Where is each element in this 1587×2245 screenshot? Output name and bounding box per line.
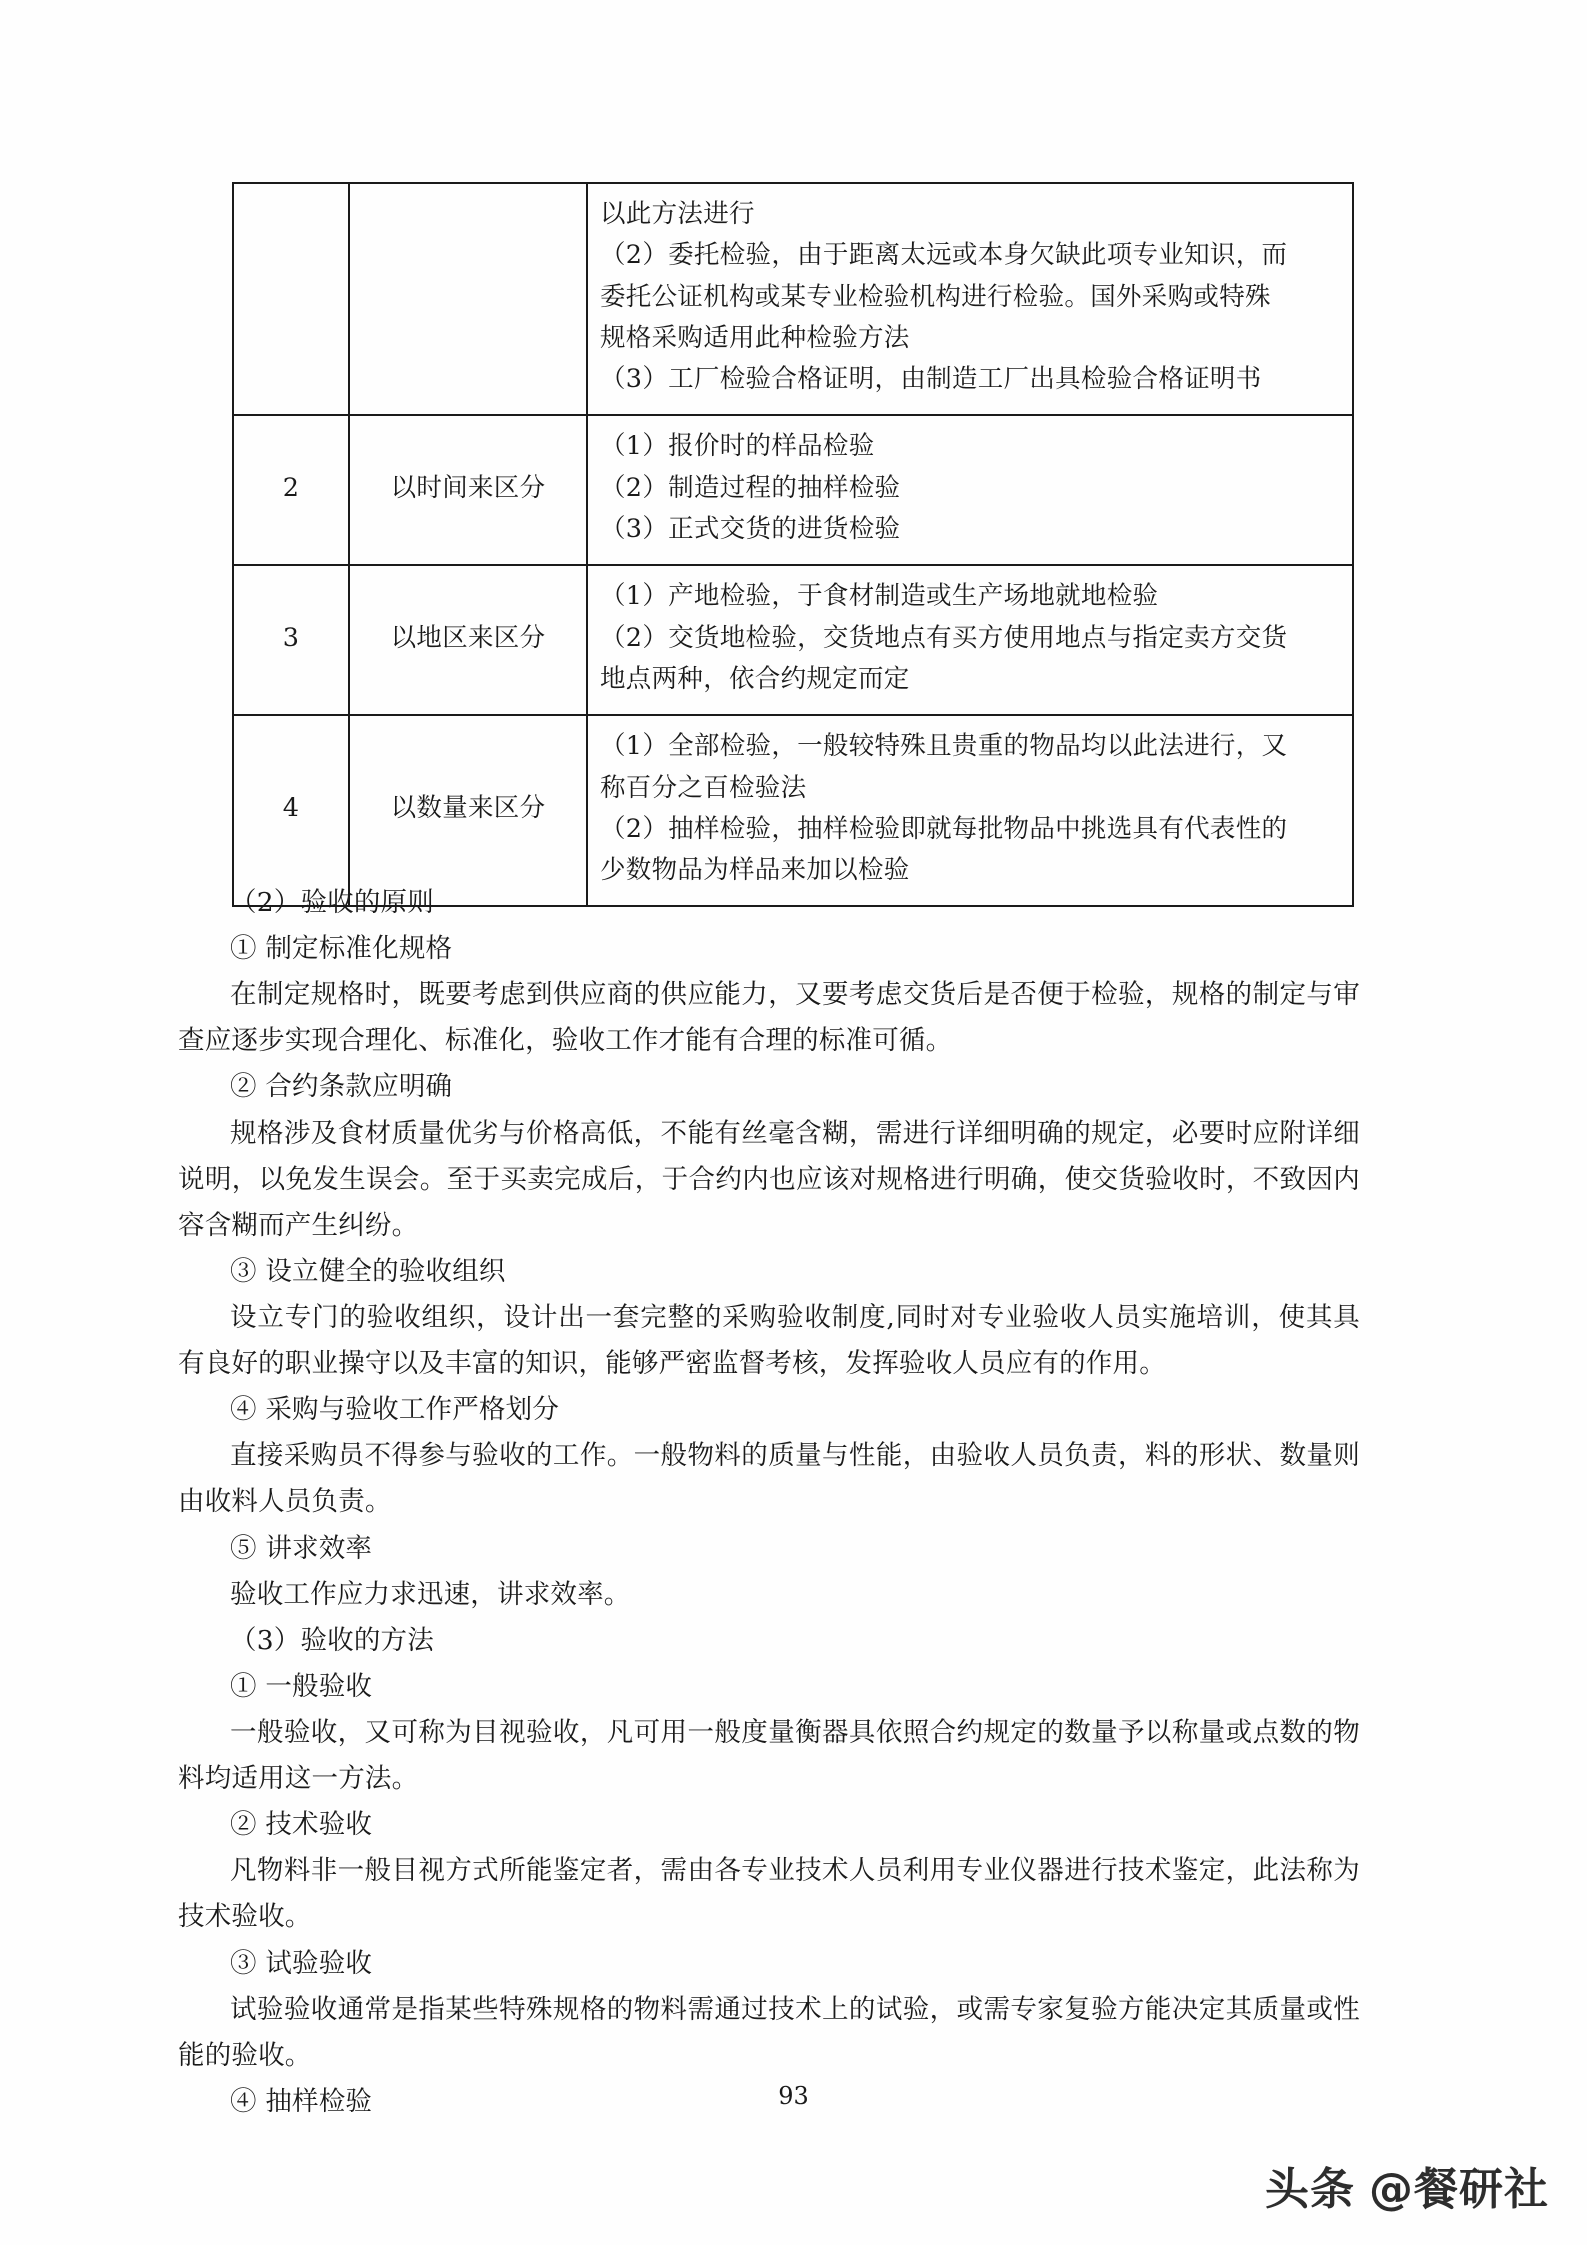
watermark-handle: @餐研社	[1369, 2164, 1549, 2215]
table-cell-line: （1）报价时的样品检验	[600, 431, 875, 462]
table-cell-line: 称百分之百检验法	[600, 772, 807, 803]
section-heading: ⑤ 讲求效率	[230, 1532, 373, 1564]
table-cell-index: 4	[233, 715, 349, 906]
table-cell-line: （2）抽样检验，抽样检验即就每批物品中挑选具有代表性的	[600, 813, 1288, 844]
section-heading: ① 制定标准化规格	[230, 933, 453, 965]
body-paragraph: 设立专门的验收组织，设计出一套完整的采购验收制度,同时对专业验收人员实施培训，使其具有良好的职业操守以及丰富的知识，能够严密监督考核，发挥验收人员应有的作用。	[178, 1301, 1360, 1380]
inspection-classification-table	[232, 182, 1354, 907]
section-heading: （2）验收的原则	[230, 887, 434, 918]
table-cell-index: 3	[233, 565, 349, 715]
section-heading: （3）验收的方法	[230, 1624, 434, 1656]
page-number: 93	[778, 2082, 809, 2110]
table-cell-line: 少数物品为样品来加以检验	[600, 855, 910, 886]
table-cell-description	[587, 415, 1353, 565]
body-paragraph: 验收工作应力求迅速，讲求效率。	[230, 1578, 631, 1610]
table-cell-line: 委托公证机构或某专业检验机构进行检验。国外采购或特殊	[600, 281, 1271, 312]
section-heading: ③ 设立健全的验收组织	[230, 1255, 506, 1287]
spec-table-body	[233, 183, 1353, 906]
section-heading: ① 一般验收	[230, 1670, 373, 1702]
body-content	[178, 880, 1360, 2125]
table-cell-line: （3）正式交货的进货检验	[600, 514, 901, 545]
body-paragraph: 一般验收，又可称为目视验收，凡可用一般度量衡器具依照合约规定的数量予以称量或点数的物料均适用这一方法。	[178, 1716, 1360, 1795]
table-cell-category	[349, 183, 587, 415]
table-cell-description	[587, 715, 1353, 906]
table-cell-line: （1）产地检验，于食材制造或生产场地就地检验	[600, 581, 1159, 612]
table-cell-description	[587, 565, 1353, 715]
section-heading: ② 技术验收	[230, 1809, 373, 1841]
section-heading: ④ 抽样检验	[230, 2085, 373, 2117]
section-heading: ② 合约条款应明确	[230, 1071, 453, 1103]
body-paragraph: 规格涉及食材质量优劣与价格高低，不能有丝毫含糊，需进行详细明确的规定，必要时应附详细说明，以免发生误会。至于买卖完成后，于合约内也应该对规格进行明确，使交货验收时，不致因内容含糊而产生纠纷。	[178, 1117, 1360, 1241]
table-cell-line: （2）制造过程的抽样检验	[600, 472, 901, 503]
table-cell-index	[233, 183, 349, 415]
table-cell-line: （3）工厂检验合格证明，由制造工厂出具检验合格证明书	[600, 364, 1262, 395]
table-cell-index: 2	[233, 415, 349, 565]
table-cell-line: （1）全部检验，一般较特殊且贵重的物品均以此法进行，又	[600, 731, 1288, 762]
table-row	[233, 183, 1353, 415]
section-heading: ④ 采购与验收工作严格划分	[230, 1394, 560, 1426]
table-row	[233, 415, 1353, 565]
table-row	[233, 565, 1353, 715]
body-paragraph: 凡物料非一般目视方式所能鉴定者，需由各专业技术人员利用专业仪器进行技术鉴定，此法称为技术验收。	[178, 1855, 1360, 1933]
watermark-brand: 头条	[1265, 2164, 1355, 2215]
section-heading: ③ 试验验收	[230, 1947, 373, 1979]
table-cell-line: 规格采购适用此种检验方法	[600, 322, 910, 353]
table-cell-description	[587, 183, 1353, 415]
table-row	[233, 715, 1353, 906]
body-paragraph: 直接采购员不得参与验收的工作。一般物料的质量与性能，由验收人员负责，料的形状、数量则由收料人员负责。	[178, 1440, 1360, 1518]
watermark	[1265, 2153, 1549, 2217]
spec-table	[232, 182, 1354, 907]
table-cell-category: 以地区来区分	[349, 565, 587, 715]
table-cell-category: 以时间来区分	[349, 415, 587, 565]
table-cell-line: （2）交货地检验，交货地点有买方使用地点与指定卖方交货	[600, 622, 1288, 653]
body-paragraph: 在制定规格时，既要考虑到供应商的供应能力，又要考虑交货后是否便于检验，规格的制定与审查应逐步实现合理化、标准化，验收工作才能有合理的标准可循。	[178, 979, 1360, 1057]
table-cell-line: （2）委托检验，由于距离太远或本身欠缺此项专业知识，而	[600, 240, 1288, 271]
body-paragraph: 试验验收通常是指某些特殊规格的物料需通过技术上的试验，或需专家复验方能决定其质量或性能的验收。	[178, 1993, 1360, 2071]
table-cell-line: 地点两种，依合约规定而定	[600, 663, 910, 694]
table-cell-category: 以数量来区分	[349, 715, 587, 906]
table-cell-line: 以此方法进行	[600, 199, 755, 229]
